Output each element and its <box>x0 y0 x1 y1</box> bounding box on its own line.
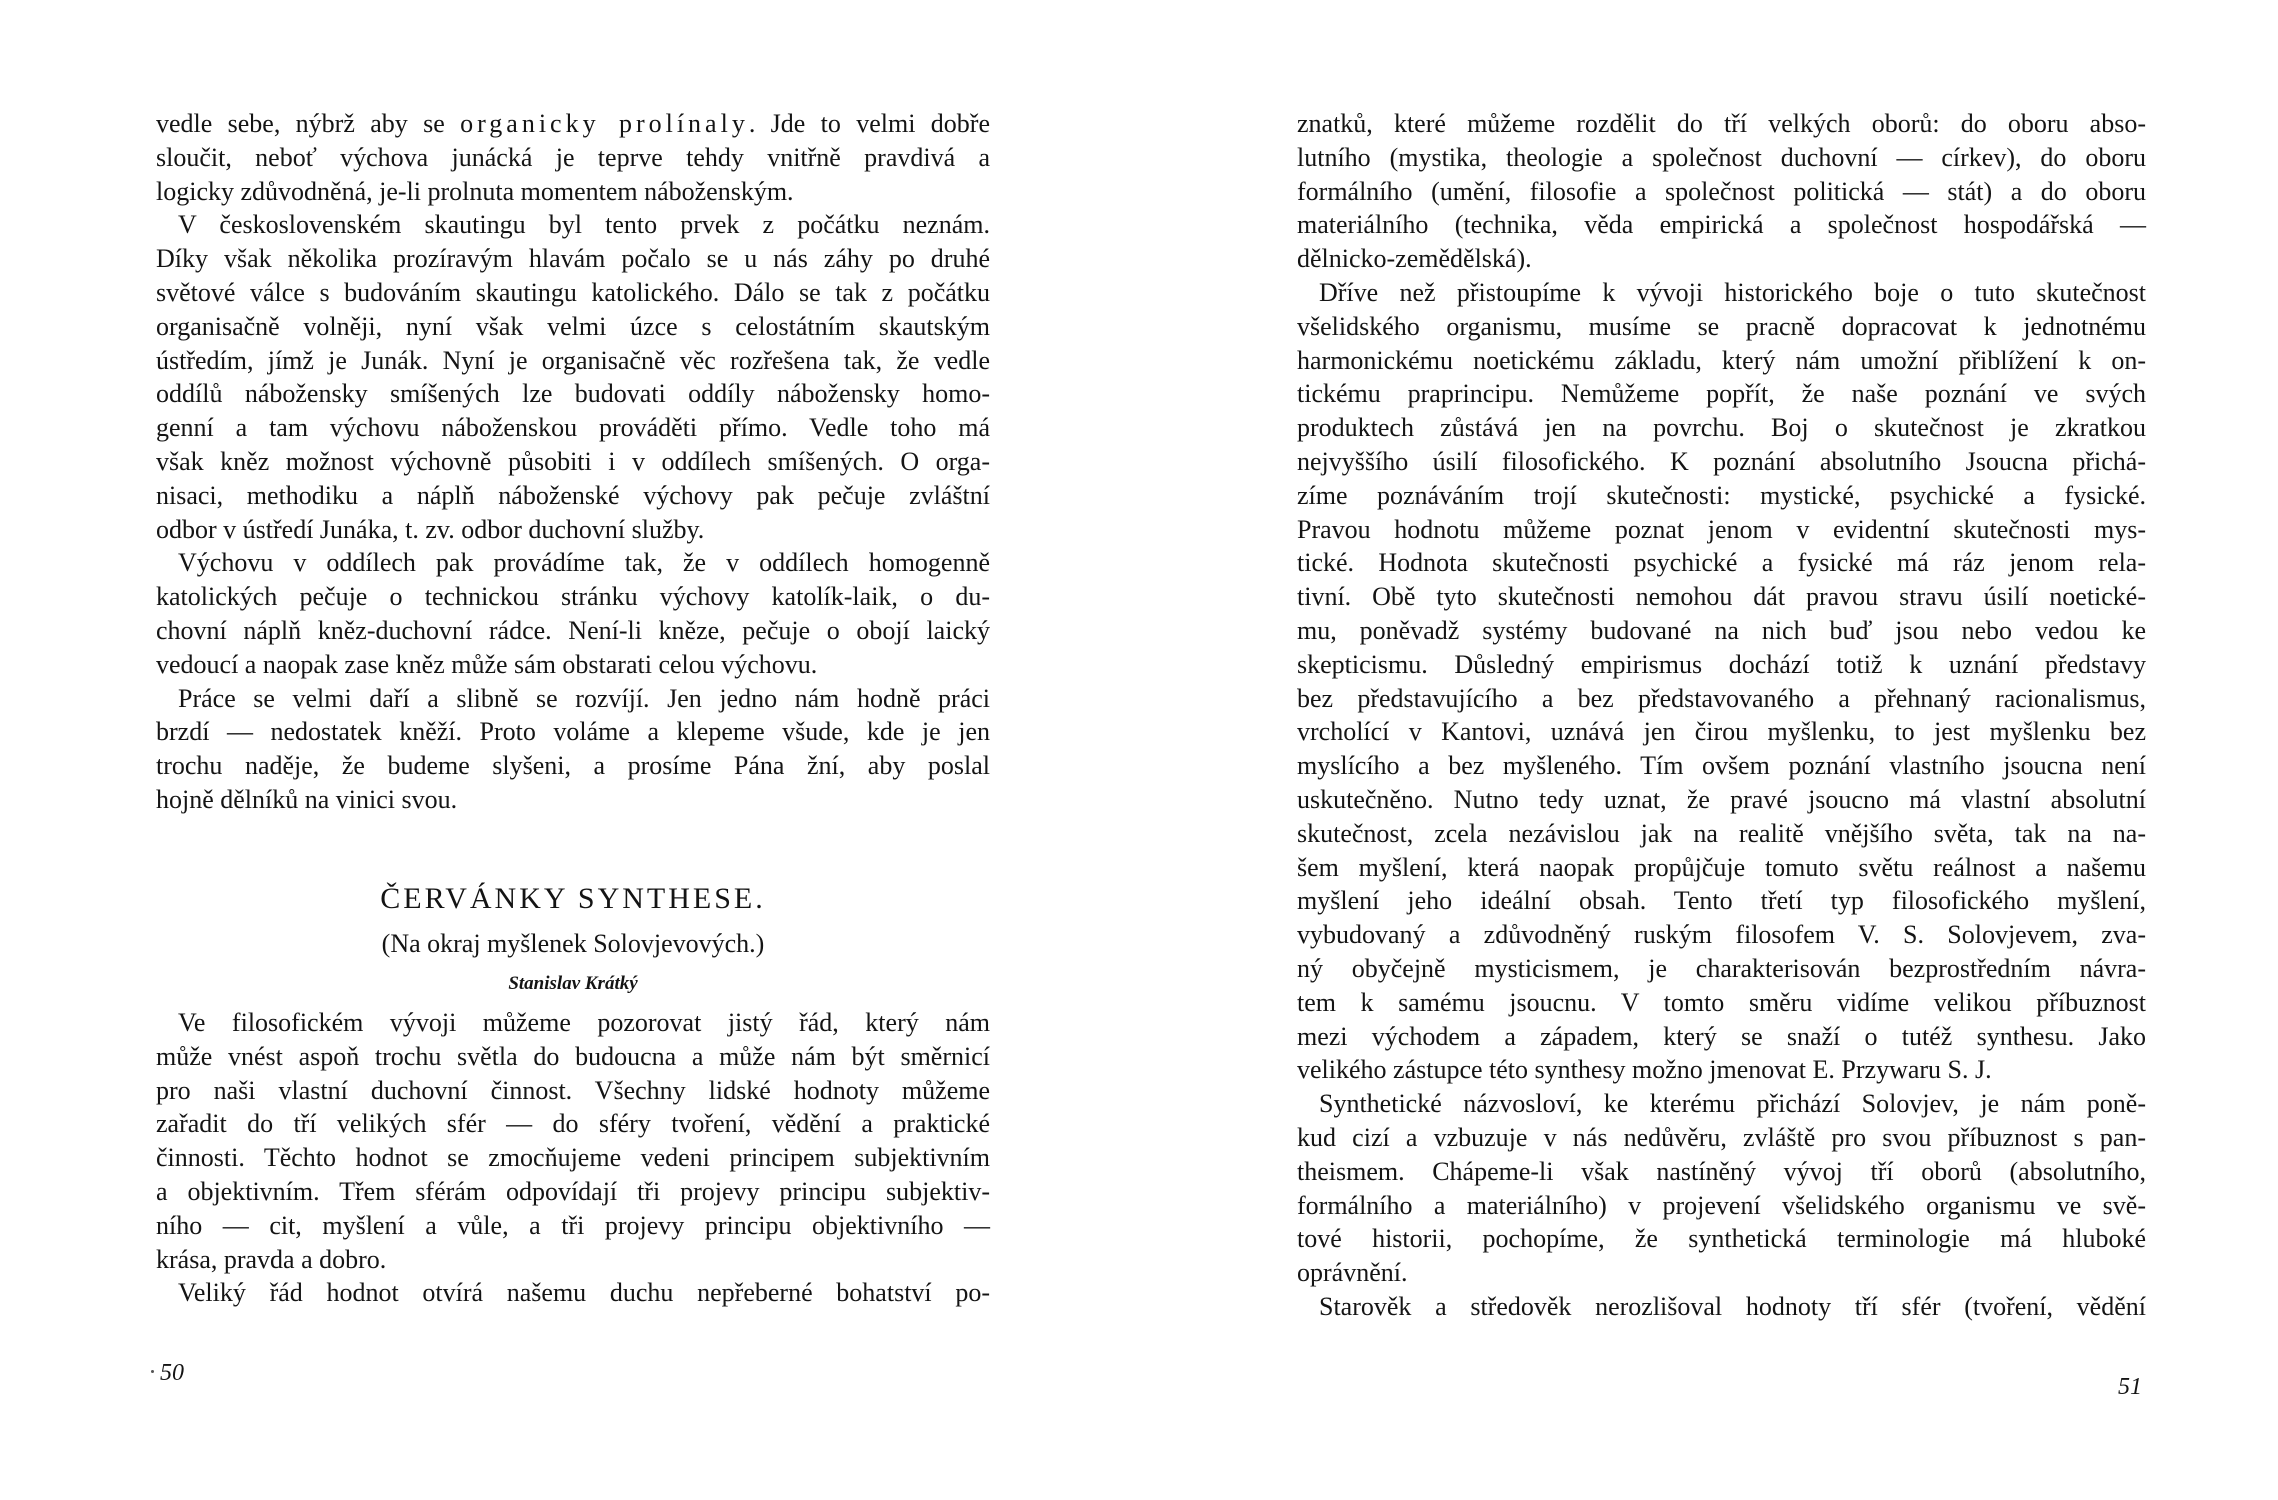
text-line: ního — cit, myšlení a vůle, a tři projevy principu objektivního — <box>156 1210 990 1240</box>
text-line: Starověk a středověk nerozlišoval hodnoty tří sfér (tvoření, vědění <box>1319 1291 2146 1321</box>
text-line: skutečnost, zcela nezávislou jak na realitě vnějšího světa, tak na na- <box>1297 818 2146 848</box>
paragraph <box>156 1276 990 1310</box>
text-line: brzdí — nedostatek kněží. Proto voláme a klepeme všude, kde je jen <box>156 717 990 747</box>
article-body-right <box>1297 107 2146 1324</box>
text-line: oddílů nábožensky smíšených lze budovati oddíly nábožensky homo- <box>156 379 990 409</box>
text-segment: vedle sebe, nýbrž aby se <box>156 109 461 138</box>
text-line: logicky zdůvodněná, je-li prolnuta momentem náboženským. <box>156 176 794 206</box>
text-line: mezi východem a západem, který se snaží o tutéž synthesu. Jako <box>1297 1021 2146 1051</box>
text-line: genní a tam výchovu náboženskou prováděti přímo. Vedle toho má <box>156 413 990 443</box>
text-line: a objektivním. Třem sférám odpovídají tři projevy principu subjektiv- <box>156 1176 990 1206</box>
text-line: V československém skautingu byl tento prvek z počátku neznám. <box>178 210 990 240</box>
text-line: krása, pravda a dobro. <box>156 1244 387 1274</box>
scan-speck <box>151 1370 154 1373</box>
text-line: kud cizí a vzbuzuje v nás nedůvěru, zvláště pro svou příbuznost s pan- <box>1297 1122 2146 1152</box>
text-line: uskutečněno. Nutno tedy uznat, že pravé jsoucno má vlastní absolutní <box>1297 784 2146 814</box>
paragraph <box>1297 107 2146 276</box>
text-line: Práce se velmi daří a slibně se rozvíjí. Jen jedno nám hodně práci <box>178 683 990 713</box>
text-line: myšlení jeho ideální obsah. Tento třetí typ filosofického myšlení, <box>1297 886 2146 916</box>
text-line: vybudovaný a zdůvodněný ruským filosofem V. S. Solovjevem, zva- <box>1297 920 2146 950</box>
page-number-right: 51 <box>2118 1374 2142 1400</box>
article-title: ČERVÁNKY SYNTHESE. <box>380 882 766 915</box>
article-subtitle: (Na okraj myšlenek Solovjevových.) <box>381 929 765 958</box>
paragraph <box>156 208 990 546</box>
paragraph <box>1297 1290 2146 1324</box>
text-line: však kněz možnost výchovně působiti i v oddílech smíšených. O orga- <box>156 446 990 476</box>
text-line: zíme poznáváním trojí skutečnosti: mystické, psychické a fysické. <box>1297 480 2146 510</box>
text-line: formálního a materiálního) v projevení všelidského organismu ve svě- <box>1297 1190 2146 1220</box>
text-line: oprávnění. <box>1297 1258 1408 1288</box>
article-author: Stanislav Krátký <box>508 973 638 994</box>
text-line: Ve filosofickém vývoji můžeme pozorovat jistý řád, který nám <box>178 1008 990 1037</box>
text-line: tivní. Obě tyto skutečnosti nemohou dát pravou stravu úsilí noetické- <box>1297 582 2146 612</box>
text-line: sloučit, neboť výchova junácká je teprve tehdy vnitřně pravdivá a <box>156 142 990 172</box>
text-line: chovní náplň kněz-duchovní rádce. Není-li kněze, pečuje o obojí laický <box>156 615 990 645</box>
page-number-left: 50 <box>160 1360 184 1386</box>
text-line: Díky však několika prozíravým hlavám počalo se u nás záhy po druhé <box>156 244 990 274</box>
text-line: tické. Hodnota skutečnosti psychické a fysické má ráz jenom rela- <box>1297 548 2146 578</box>
text-line: theismem. Chápeme-li však nastíněný vývoj tří oborů (absolutního, <box>1297 1156 2146 1186</box>
text-line: Dříve než přistoupíme k vývoji historického boje o tuto skutečnost <box>1319 277 2146 307</box>
text-line <box>156 107 990 141</box>
text-line: materiálního (technika, věda empirická a společnost hospodářská — <box>1297 210 2146 240</box>
paragraph <box>1297 1087 2146 1290</box>
text-line: znatků, které můžeme rozdělit do tří velkých oborů: do oboru abso- <box>1297 109 2146 138</box>
text-line: bez představujícího a bez představovaného a přehnaný racionalismus, <box>1297 683 2146 713</box>
text-line: skepticismu. Důsledný empirismus dochází totiž k uznání představy <box>1297 649 2146 679</box>
text-line: velikého zástupce této synthesy možno jmenovat E. Przywaru S. J. <box>1297 1055 1992 1085</box>
paragraph <box>156 107 990 208</box>
text-line: harmonickému noetickému základu, který nám umožní přiblížení k on- <box>1297 345 2146 375</box>
text-line: produktech zůstává jen na povrchu. Boj o skutečnost je zkratkou <box>1297 413 2146 443</box>
text-line: vrcholící v Kantovi, uznává jen čirou myšlenku, to jest myšlenku bez <box>1297 717 2146 747</box>
text-line: nisaci, methodiku a náplň náboženské výchovy pak pečuje zvláštní <box>156 480 990 510</box>
article-body-left <box>156 1006 990 1310</box>
text-line: pro naši vlastní duchovní činnost. Všechny lidské hodnoty můžeme <box>156 1075 990 1105</box>
text-line: Pravou hodnotu můžeme poznat jenom v evidentní skutečnosti mys- <box>1297 514 2146 544</box>
text-line: Veliký řád hodnot otvírá našemu duchu nepřeberné bohatství po- <box>178 1278 990 1308</box>
text-line: zařadit do tří velikých sfér — do sféry tvoření, vědění a praktické <box>156 1109 990 1139</box>
text-line: formálního (umění, filosofie a společnost politická — stát) a do oboru <box>1297 176 2146 206</box>
letterspaced-emphasis: organicky prolínaly <box>460 109 749 138</box>
text-line: odbor v ústředí Junáka, t. zv. odbor duchovní služby. <box>156 514 705 544</box>
text-line: vedoucí a naopak zase kněz může sám obstarati celou výchovu. <box>156 649 818 679</box>
text-line: dělnicko-zemědělská). <box>1297 244 1532 274</box>
text-line: tem k samému jsoucnu. V tomto směru vidíme velikou příbuznost <box>1297 987 2146 1017</box>
text-line: ný obyčejně mysticismem, je charakterisován bezprostředním návra- <box>1297 953 2146 983</box>
left-page-text-top <box>156 107 990 817</box>
text-line: ústředím, jímž je Junák. Nyní je organisačně věc rozřešena tak, že vedle <box>156 345 990 375</box>
text-line: světové válce s budováním skautingu katolického. Dálo se tak z počátku <box>156 277 990 307</box>
text-line: myslícího a bez myšleného. Tím ovšem poznání vlastního jsoucna není <box>1297 751 2146 781</box>
text-line: tové historii, pochopíme, že synthetická terminologie má hluboké <box>1297 1224 2146 1254</box>
text-line: mu, poněvadž systémy budované na nich buď jsou nebo vedou ke <box>1297 615 2146 645</box>
text-line: lutního (mystika, theologie a společnost duchovní — církev), do oboru <box>1297 142 2146 172</box>
text-segment: . Jde to velmi dobře <box>748 109 990 138</box>
text-line: činnosti. Těchto hodnot se zmocňujeme vedeni principem subjektivním <box>156 1143 990 1173</box>
text-line: organisačně volněji, nyní však velmi úzce s celostátním skautským <box>156 311 990 341</box>
text-line: katolických pečuje o technickou stránku výchovy katolík-laik, o du- <box>156 582 990 612</box>
text-line: Výchovu v oddílech pak provádíme tak, že v oddílech homogenně <box>178 548 990 578</box>
text-line: tickému praprincipu. Nemůžeme popřít, že naše poznání ve svých <box>1297 379 2146 409</box>
text-line: všelidského organismu, musíme se pracně dopracovat k jednotnému <box>1297 311 2146 341</box>
paragraph <box>156 682 990 817</box>
text-line: šem myšlení, která naopak propůjčuje tomuto světu reálnost a našemu <box>1297 852 2146 882</box>
paragraph <box>156 546 990 681</box>
text-line: hojně dělníků na vinici svou. <box>156 784 458 814</box>
paragraph <box>1297 276 2146 1087</box>
text-line: trochu naděje, že budeme slyšeni, a prosíme Pána žní, aby poslal <box>156 751 990 781</box>
text-line: Synthetické názvosloví, ke kterému přichází Solovjev, je nám poně- <box>1319 1089 2146 1119</box>
text-line: nejvyššího úsilí filosofického. K poznání absolutního Jsoucna přichá- <box>1297 446 2146 476</box>
text-line: může vnést aspoň trochu světla do budoucna a může nám být směrnicí <box>156 1041 990 1071</box>
paragraph <box>156 1006 990 1276</box>
